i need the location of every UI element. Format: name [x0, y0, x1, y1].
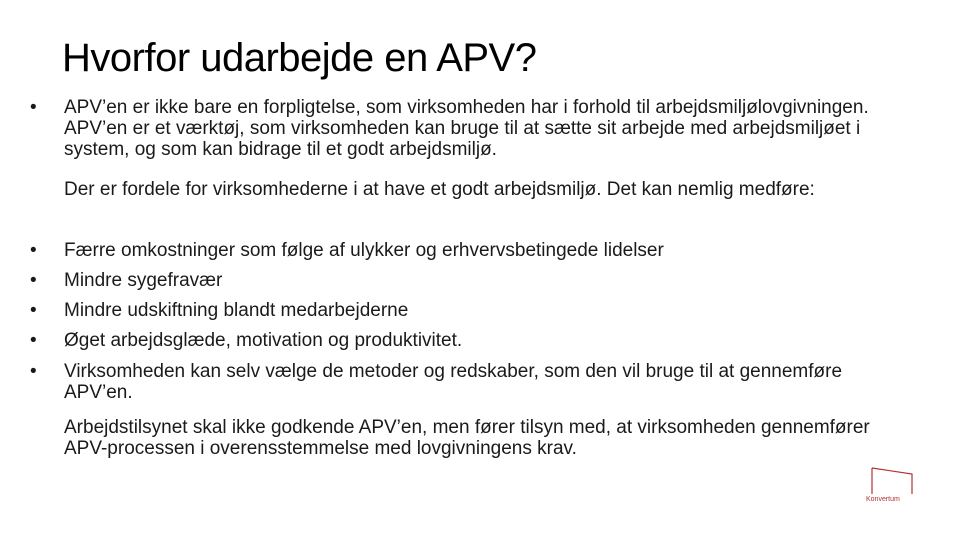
list-item-text: Færre omkostninger som følge af ulykker og erhvervsbetingede lidelser: [64, 240, 664, 261]
bullet-marker: •: [30, 97, 37, 118]
list-item: [30, 356, 890, 403]
list-item: [30, 266, 890, 296]
bullet-marker: •: [30, 361, 37, 382]
bullet-marker: •: [30, 330, 37, 351]
closing-paragraph: Arbejdstilsynet skal ikke godkende APV’en, men fører tilsyn med, at virksomheden gennemfører APV-processen i overensstemmelse med lovgivningens krav.: [64, 417, 870, 459]
list-item-text: Øget arbejdsglæde, motivation og produktivitet.: [64, 330, 463, 351]
list-item: [30, 326, 890, 356]
intro-paragraph: Der er fordele for virksomhederne i at have et godt arbejdsmiljø. Det kan nemlig medføre:: [64, 179, 815, 200]
logo-mark-icon: [866, 466, 918, 496]
intro-bullet-text: APV’en er ikke bare en forpligtelse, som virksomheden har i forhold til arbejdsmiljølovgivningen. APV’en er et værktøj, som virksomheden kan bruge til at sætte sit arbejde med arbejdsmiljøet i system, og som kan bidrage til et godt arbejdsmiljø.: [64, 97, 869, 160]
konvertum-logo: [866, 466, 918, 506]
list-item-text: Mindre udskiftning blandt medarbejderne: [64, 300, 409, 321]
slide-title: Hvorfor udarbejde en APV?: [62, 36, 537, 80]
list-item-text: Mindre sygefravær: [64, 270, 223, 291]
list-item: [30, 296, 890, 326]
bullet-marker: •: [30, 270, 37, 291]
list-item-text: Virksomheden kan selv vælge de metoder og redskaber, som den vil bruge til at gennemføre APV’en.: [64, 361, 843, 403]
list-item: [30, 236, 890, 266]
bullet-marker: •: [30, 300, 37, 321]
intro-bullet: [30, 97, 890, 160]
bullet-marker: •: [30, 240, 37, 261]
slide-body: [30, 97, 890, 459]
logo-text: Konvertum: [866, 496, 900, 503]
benefits-list: [30, 236, 890, 403]
